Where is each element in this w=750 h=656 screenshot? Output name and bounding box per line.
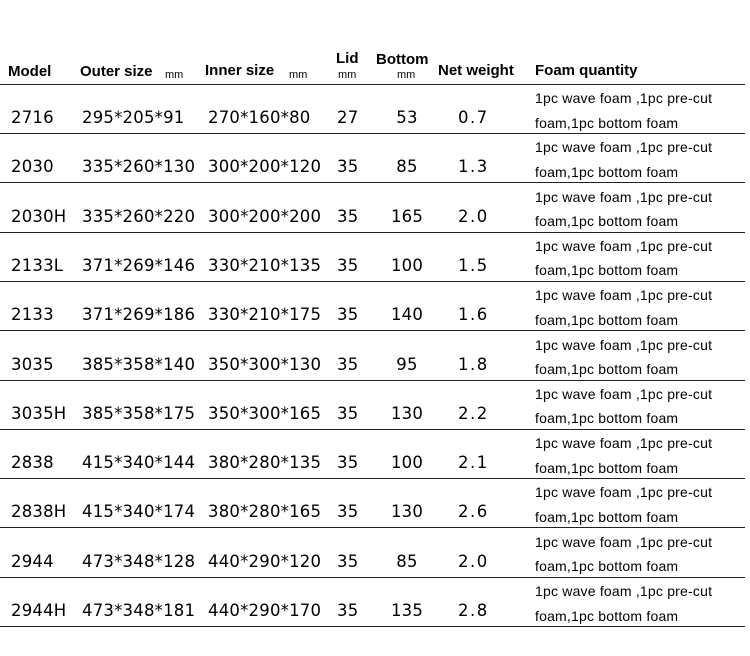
cell-outer-size: 335*260*220 — [82, 206, 196, 226]
cell-net-weight: 0.7 — [458, 108, 489, 127]
foam-line: foam,1pc bottom foam — [535, 213, 679, 230]
cell-lid: 35 — [337, 206, 359, 226]
cell-lid: 35 — [337, 354, 359, 374]
cell-model: 2133L — [11, 255, 64, 275]
table-row — [0, 332, 745, 381]
table-header — [0, 0, 750, 84]
cell-bottom: 53 — [396, 108, 418, 127]
cell-inner-size: 350*300*165 — [208, 403, 322, 423]
cell-bottom: 100 — [390, 453, 424, 473]
cell-model: 2133 — [11, 305, 54, 325]
cell-model: 2716 — [11, 108, 54, 127]
table-row — [0, 233, 745, 282]
row-divider — [0, 626, 745, 627]
header-model: Model — [8, 63, 52, 80]
foam-line: foam,1pc bottom foam — [535, 410, 679, 427]
cell-lid: 35 — [337, 601, 359, 620]
cell-bottom: 95 — [396, 354, 418, 374]
foam-line: foam,1pc bottom foam — [535, 459, 679, 476]
header-lid-unit: mm — [338, 69, 357, 81]
cell-foam-quantity — [535, 135, 735, 184]
cell-inner-size: 300*200*120 — [208, 157, 322, 177]
cell-lid: 35 — [337, 502, 359, 522]
cell-net-weight: 1.6 — [458, 305, 489, 325]
cell-net-weight: 2.0 — [458, 551, 489, 571]
cell-outer-size: 385*358*175 — [82, 403, 196, 423]
cell-outer-size: 473*348*128 — [82, 551, 196, 571]
cell-net-weight: 1.8 — [458, 354, 489, 374]
table-row — [0, 479, 745, 528]
header-foam-quantity: Foam quantity — [535, 62, 638, 79]
cell-foam-quantity — [535, 382, 735, 431]
table-row — [0, 134, 745, 183]
cell-bottom: 85 — [396, 157, 418, 177]
cell-inner-size: 380*280*165 — [208, 502, 322, 522]
foam-line: 1pc wave foam ,1pc pre-cut — [535, 583, 713, 599]
header-lid: Lid — [336, 50, 359, 67]
cell-model: 2838H — [11, 502, 67, 522]
cell-outer-size: 415*340*174 — [82, 502, 196, 522]
foam-line: foam,1pc bottom foam — [535, 163, 679, 180]
cell-foam-quantity — [535, 234, 735, 283]
cell-foam-quantity — [535, 530, 735, 579]
cell-inner-size: 350*300*130 — [208, 354, 322, 374]
cell-lid: 27 — [337, 108, 359, 127]
cell-inner-size: 380*280*135 — [208, 453, 322, 473]
header-net-weight: Net weight — [438, 62, 514, 79]
cell-model: 2944H — [11, 601, 67, 620]
header-outer-size: Outer size — [80, 63, 153, 80]
cell-bottom: 100 — [390, 255, 424, 275]
foam-line: 1pc wave foam ,1pc pre-cut — [535, 385, 713, 402]
table-row — [0, 184, 745, 233]
cell-net-weight: 2.0 — [458, 206, 489, 226]
foam-line: 1pc wave foam ,1pc pre-cut — [535, 90, 713, 106]
table-row — [0, 578, 745, 627]
cell-inner-size: 440*290*120 — [208, 551, 322, 571]
header-inner-unit: mm — [289, 69, 308, 81]
cell-inner-size: 330*210*135 — [208, 255, 322, 275]
cell-lid: 35 — [337, 157, 359, 177]
foam-line: foam,1pc bottom foam — [535, 508, 679, 525]
foam-line: 1pc wave foam ,1pc pre-cut — [535, 533, 713, 550]
cell-inner-size: 270*160*80 — [208, 108, 311, 127]
header-inner-size: Inner size — [205, 62, 275, 79]
cell-bottom: 135 — [390, 601, 424, 620]
cell-inner-size: 440*290*170 — [208, 601, 322, 620]
cell-inner-size: 330*210*175 — [208, 305, 322, 325]
cell-model: 2030 — [11, 157, 54, 177]
table-row — [0, 529, 745, 578]
cell-net-weight: 2.1 — [458, 453, 489, 473]
cell-bottom: 165 — [390, 206, 424, 226]
cell-foam-quantity — [535, 86, 735, 135]
foam-line: 1pc wave foam ,1pc pre-cut — [535, 484, 713, 501]
foam-line: foam,1pc bottom foam — [535, 558, 679, 575]
cell-net-weight: 2.8 — [458, 601, 489, 620]
cell-lid: 35 — [337, 551, 359, 571]
cell-model: 2030H — [11, 206, 67, 226]
foam-line: 1pc wave foam ,1pc pre-cut — [535, 139, 713, 156]
cell-bottom: 140 — [390, 305, 424, 325]
cell-net-weight: 2.6 — [458, 502, 489, 522]
foam-line: foam,1pc bottom foam — [535, 607, 679, 624]
cell-foam-quantity — [535, 579, 735, 628]
table-row — [0, 381, 745, 430]
cell-model: 2838 — [11, 453, 54, 473]
cell-net-weight: 1.5 — [458, 255, 489, 275]
header-bottom: Bottom — [376, 51, 429, 68]
cell-model: 2944 — [11, 551, 54, 571]
table-row — [0, 430, 745, 479]
foam-line: foam,1pc bottom foam — [535, 311, 679, 328]
cell-bottom: 85 — [396, 551, 418, 571]
cell-model: 3035 — [11, 354, 54, 374]
cell-outer-size: 371*269*186 — [82, 305, 196, 325]
cell-lid: 35 — [337, 453, 359, 473]
cell-bottom: 130 — [390, 403, 424, 423]
cell-outer-size: 295*205*91 — [82, 108, 185, 127]
foam-line: 1pc wave foam ,1pc pre-cut — [535, 336, 713, 353]
foam-line: 1pc wave foam ,1pc pre-cut — [535, 188, 713, 205]
foam-line: foam,1pc bottom foam — [535, 262, 679, 279]
table-row — [0, 282, 745, 331]
foam-line: foam,1pc bottom foam — [535, 114, 679, 131]
foam-line: 1pc wave foam ,1pc pre-cut — [535, 237, 713, 254]
foam-line: 1pc wave foam ,1pc pre-cut — [535, 435, 713, 452]
cell-foam-quantity — [535, 333, 735, 382]
foam-line: 1pc wave foam ,1pc pre-cut — [535, 287, 713, 304]
cell-outer-size: 385*358*140 — [82, 354, 196, 374]
cell-outer-size: 415*340*144 — [82, 453, 196, 473]
cell-model: 3035H — [11, 403, 67, 423]
table-row — [0, 85, 745, 134]
cell-foam-quantity — [535, 480, 735, 529]
foam-line: foam,1pc bottom foam — [535, 361, 679, 377]
cell-foam-quantity — [535, 185, 735, 234]
cell-outer-size: 335*260*130 — [82, 157, 196, 177]
header-bottom-unit: mm — [397, 69, 416, 81]
header-outer-unit: mm — [165, 69, 184, 81]
cell-lid: 35 — [337, 403, 359, 423]
cell-inner-size: 300*200*200 — [208, 206, 322, 226]
cell-bottom: 130 — [390, 502, 424, 522]
cell-lid: 35 — [337, 255, 359, 275]
cell-lid: 35 — [337, 305, 359, 325]
cell-outer-size: 473*348*181 — [82, 601, 196, 620]
cell-foam-quantity — [535, 283, 735, 332]
cell-foam-quantity — [535, 431, 735, 480]
cell-net-weight: 1.3 — [458, 157, 489, 177]
cell-net-weight: 2.2 — [458, 403, 489, 423]
cell-outer-size: 371*269*146 — [82, 255, 196, 275]
